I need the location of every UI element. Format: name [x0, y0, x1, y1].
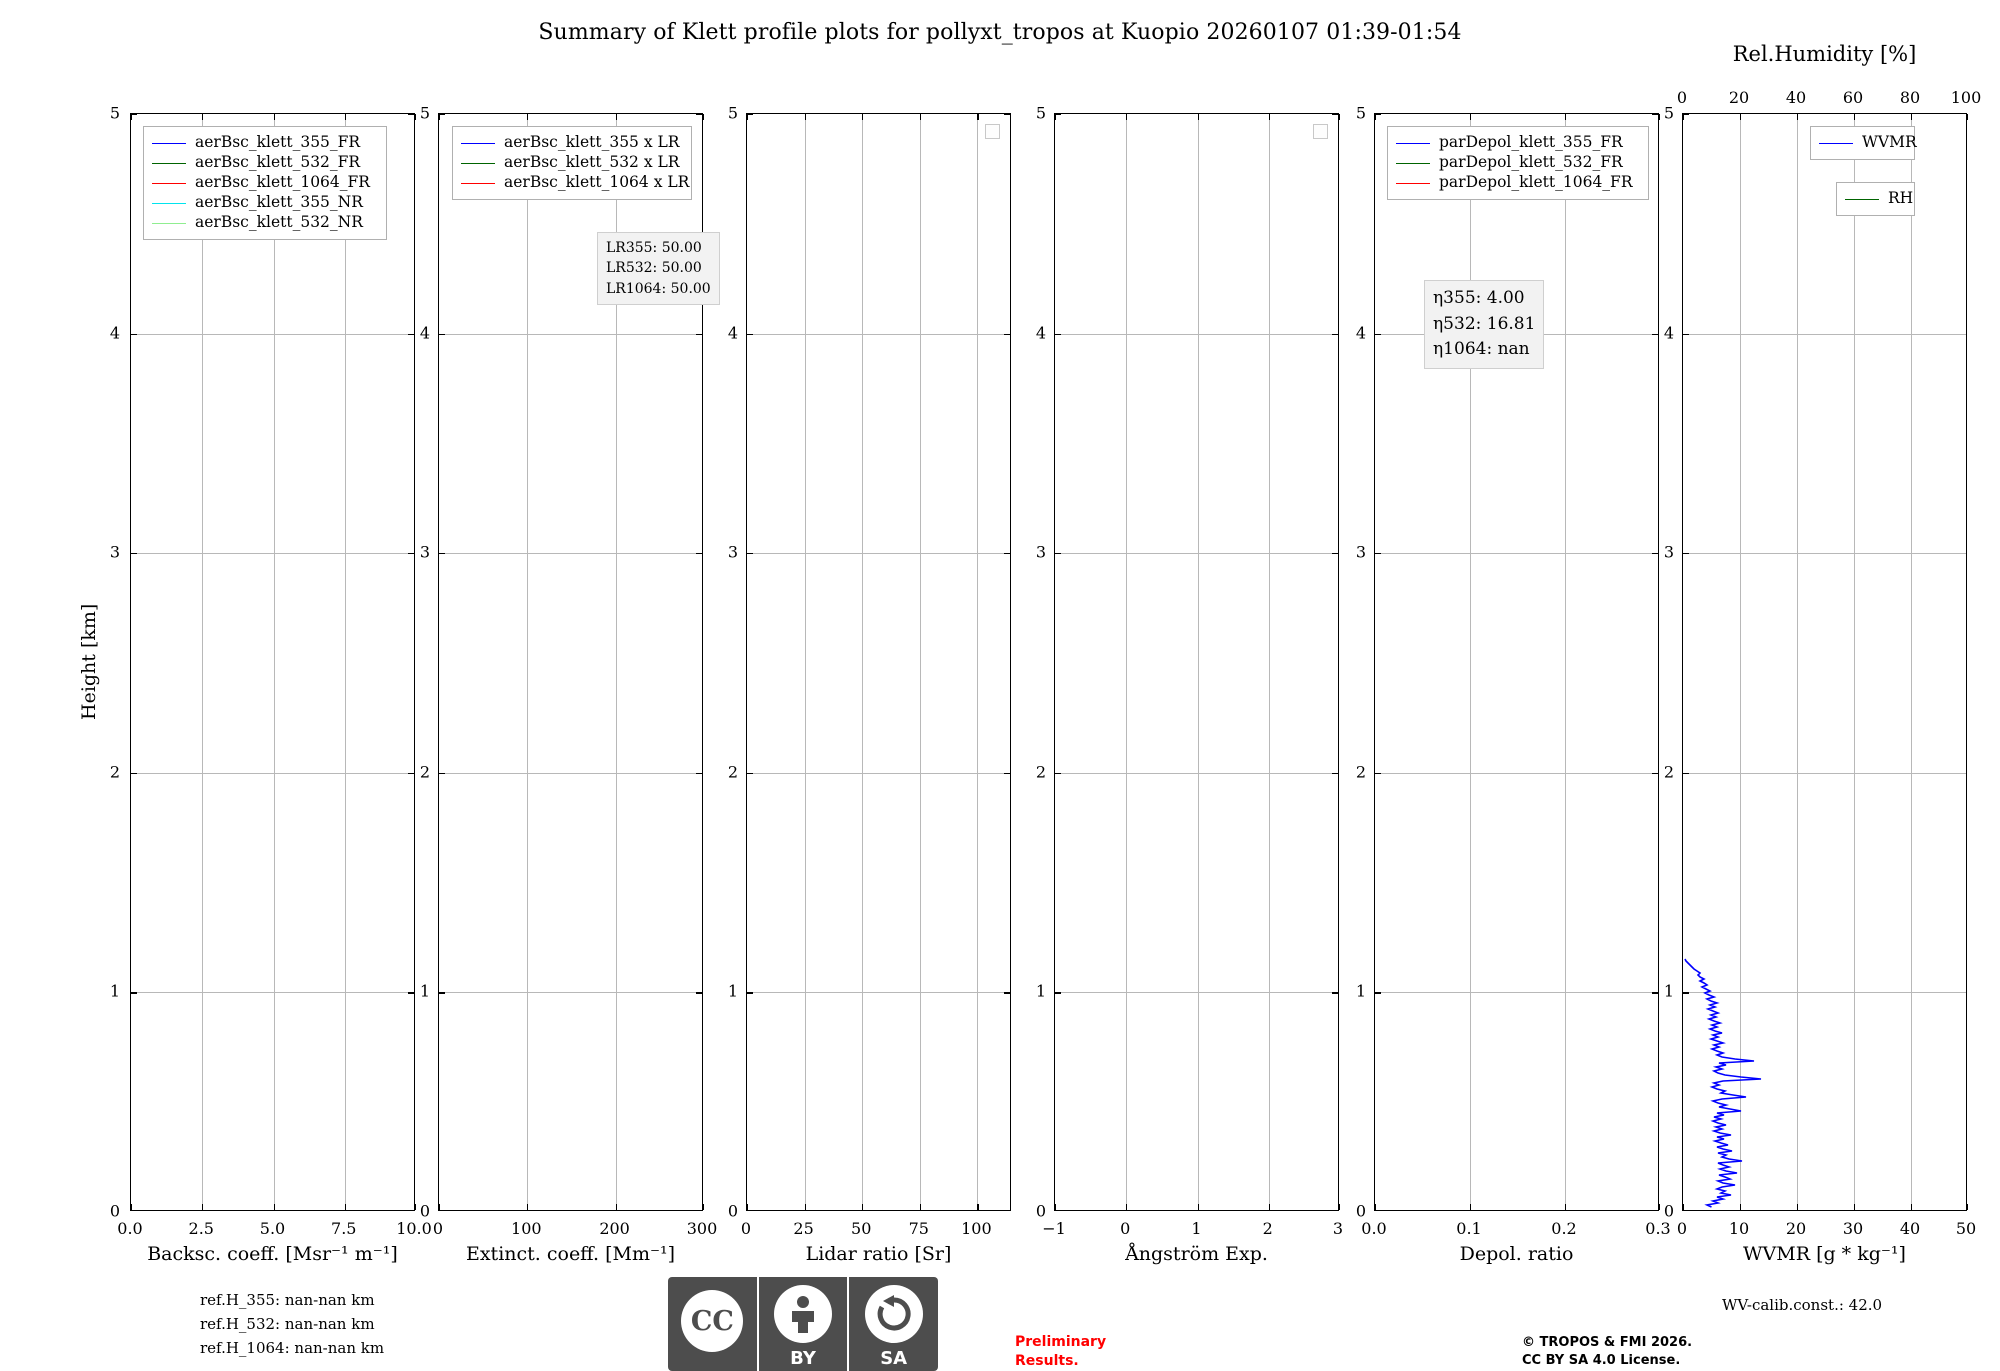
person-glyph [786, 1294, 820, 1334]
y-tick-label: 1 [1663, 981, 1674, 1001]
gridline-h [131, 773, 414, 774]
legend-item[interactable] [152, 133, 378, 153]
x-axis-label-backscatter: Backsc. coeff. [Msr⁻¹ m⁻¹] [147, 1243, 398, 1265]
gridline-h [1055, 773, 1338, 774]
gridline-v [977, 114, 978, 1210]
top-tick-label: 20 [1728, 88, 1750, 107]
legend-label: aerBsc_klett_355 x LR [504, 133, 680, 152]
x-tick-label: 40 [1899, 1219, 1921, 1238]
gridline-h [1055, 553, 1338, 554]
y-tick-label: 4 [109, 323, 120, 343]
legend-item[interactable] [1819, 133, 1917, 153]
legend-color-swatch [152, 143, 186, 144]
y-tick-label: 4 [1663, 323, 1674, 343]
x-tick-label: 50 [1955, 1219, 1977, 1238]
y-tick-label: 2 [1663, 762, 1674, 782]
copyright-line-2: CC BY SA 4.0 License. [1522, 1353, 1681, 1369]
eta-1064-text: η1064: nan [1433, 339, 1530, 359]
preliminary-line-1: Preliminary [1015, 1334, 1107, 1350]
cc-logo-left-block [668, 1277, 757, 1371]
legend-label: aerBsc_klett_1064 x LR [504, 173, 690, 192]
legend-color-swatch [1396, 163, 1430, 164]
gridline-h [439, 992, 702, 993]
y-tick-label: 4 [419, 323, 430, 343]
cc-icon-label: CC [690, 1305, 734, 1337]
legend-color-swatch [461, 163, 495, 164]
legend-label: parDepol_klett_532_FR [1439, 153, 1623, 172]
y-tick-label: 2 [727, 762, 738, 782]
x-tick-label: 10 [1728, 1219, 1750, 1238]
eta-355-text: η355: 4.00 [1433, 288, 1525, 308]
x-axis-label-extinction: Extinct. coeff. [Mm⁻¹] [465, 1243, 676, 1265]
legend-color-swatch [152, 163, 186, 164]
ref-h-355-text: ref.H_355: nan-nan km [200, 1291, 375, 1309]
y-tick-label: 3 [1355, 542, 1366, 562]
x-tick-label: 300 [686, 1219, 718, 1238]
x-tick-label: 5.0 [259, 1219, 286, 1238]
x-tick-label: 3 [1332, 1219, 1344, 1238]
y-tick-label: 4 [1355, 323, 1366, 343]
empty-legend-box [1313, 124, 1328, 139]
x-axis-label-angstrom: Ångström Exp. [1125, 1243, 1268, 1265]
y-tick-label: 2 [109, 762, 120, 782]
y-tick-label: 1 [109, 981, 120, 1001]
x-tick-label: 0 [1676, 1219, 1688, 1238]
copyright-line-1: © TROPOS & FMI 2026. [1522, 1335, 1693, 1350]
legend-item[interactable] [1396, 153, 1640, 173]
gridline-v [805, 114, 806, 1210]
y-tick-label: 1 [1355, 981, 1366, 1001]
figure-title: Summary of Klett profile plots for pollyxt_tropos at Kuopio 20260107 01:39-01:54 [538, 20, 1462, 45]
x-tick-label: 2.5 [188, 1219, 214, 1238]
legend-item[interactable] [152, 213, 378, 233]
legend-item[interactable] [1396, 173, 1640, 193]
y-axis-label: Height [km] [78, 603, 100, 720]
lidar-ratio-annotation [597, 232, 720, 305]
gridline-v [1126, 114, 1127, 1210]
x-tick-label: 2 [1262, 1219, 1273, 1238]
reference-heights-box [200, 1288, 384, 1360]
x-tick-label: 25 [793, 1219, 814, 1238]
wvmr-trace [1683, 114, 1968, 1212]
y-tick-label: 0 [1355, 1201, 1366, 1221]
y-tick-label: 4 [727, 323, 738, 343]
y-tick-label: 5 [727, 103, 738, 123]
gridline-h [1375, 992, 1658, 993]
top-tick-label: 100 [1950, 88, 1982, 107]
gridline-v [345, 114, 346, 1210]
legend-color-swatch [152, 223, 186, 224]
gridline-v [1269, 114, 1270, 1210]
cc-sa-label: SA [880, 1348, 908, 1369]
y-tick-label: 1 [419, 981, 430, 1001]
gridline-v [274, 114, 275, 1210]
legend-item[interactable] [461, 133, 683, 153]
legend-item[interactable] [461, 153, 683, 173]
legend-label: RH [1888, 189, 1914, 208]
y-tick-label: 3 [1663, 542, 1674, 562]
gridline-v [1470, 114, 1471, 1210]
x-tick-label: 50 [851, 1219, 872, 1238]
y-tick-label: 4 [1035, 323, 1046, 343]
x-tick-label: 0 [432, 1219, 444, 1238]
top-tick-label: 0 [1676, 88, 1688, 107]
legend-item[interactable] [152, 153, 378, 173]
gridline-h [131, 334, 414, 335]
legend-label: parDepol_klett_355_FR [1439, 133, 1623, 152]
legend-color-swatch [1845, 199, 1879, 200]
gridline-v [202, 114, 203, 1210]
legend-color-swatch [1396, 183, 1430, 184]
legend-label: parDepol_klett_1064_FR [1439, 173, 1633, 192]
y-tick-label: 5 [109, 103, 120, 123]
legend-label: aerBsc_klett_355_NR [195, 193, 363, 212]
legend-label: aerBsc_klett_532_NR [195, 213, 363, 232]
x-tick-label: 0.3 [1645, 1219, 1671, 1238]
copyright-note [1522, 1334, 1692, 1370]
y-tick-label: 1 [727, 981, 738, 1001]
top-tick-label: 80 [1899, 88, 1921, 107]
person-icon [774, 1285, 832, 1343]
x-tick-label: 7.5 [331, 1219, 357, 1238]
eta-532-text: η532: 16.81 [1433, 313, 1536, 334]
gridline-v [862, 114, 863, 1210]
y-tick-label: 2 [1355, 762, 1366, 782]
gridline-h [747, 553, 1010, 554]
x-axis-label-depol: Depol. ratio [1459, 1243, 1574, 1265]
x-tick-label: 0.1 [1456, 1219, 1482, 1238]
share-alike-glyph [875, 1295, 913, 1333]
cc-logo-sa-block [847, 1277, 938, 1371]
legend-label: WVMR [1862, 133, 1917, 152]
x-tick-label: 75 [908, 1219, 929, 1238]
legend-item[interactable] [461, 173, 690, 193]
x-axis-label-lidar-ratio: Lidar ratio [Sr] [805, 1243, 952, 1265]
legend-rh[interactable] [1836, 182, 1915, 216]
gridline-h [747, 773, 1010, 774]
y-tick-label: 3 [1035, 542, 1046, 562]
x-tick-label: 0 [740, 1219, 752, 1238]
gridline-h [131, 553, 414, 554]
gridline-v [527, 114, 528, 1210]
cc-logo-by-block [757, 1277, 848, 1371]
legend-label: aerBsc_klett_355_FR [195, 133, 361, 152]
gridline-v [920, 114, 921, 1210]
legend-item[interactable] [1396, 133, 1640, 153]
legend-extinction[interactable] [452, 126, 692, 200]
legend-color-swatch [461, 143, 495, 144]
gridline-h [131, 992, 414, 993]
gridline-v [1198, 114, 1199, 1210]
legend-color-swatch [1819, 143, 1853, 144]
lr-532-text: LR532: 50.00 [606, 260, 702, 277]
y-tick-label: 0 [1035, 1201, 1046, 1221]
legend-color-swatch [1396, 143, 1430, 144]
lr-355-text: LR355: 50.00 [606, 240, 702, 256]
legend-label: aerBsc_klett_1064_FR [195, 173, 370, 192]
y-tick-label: 2 [419, 762, 430, 782]
x-tick-label: 0.2 [1551, 1219, 1577, 1238]
x-tick-label: 0.0 [117, 1219, 143, 1238]
y-tick-label: 5 [1035, 103, 1046, 123]
legend-color-swatch [152, 203, 186, 204]
y-tick-label: 3 [727, 542, 738, 562]
ref-h-532-text: ref.H_532: nan-nan km [200, 1315, 375, 1333]
y-tick-label: 0 [727, 1201, 738, 1221]
gridline-h [439, 334, 702, 335]
wv-calibration-constant: WV-calib.const.: 42.0 [1722, 1296, 1883, 1314]
legend-wvmr[interactable] [1810, 126, 1915, 160]
empty-legend-box [985, 124, 1000, 139]
top-tick-label: 40 [1785, 88, 1807, 107]
gridline-h [1055, 992, 1338, 993]
x-tick-label: 10.0 [396, 1219, 432, 1238]
legend-label: aerBsc_klett_532 x LR [504, 153, 680, 172]
gridline-h [439, 773, 702, 774]
legend-item[interactable] [1845, 189, 1914, 209]
x-axis-label-wvmr: WVMR [g * kg⁻¹] [1743, 1243, 1906, 1265]
preliminary-results-note [1015, 1333, 1106, 1371]
x-tick-label: 100 [961, 1219, 992, 1238]
y-tick-label: 1 [1035, 981, 1046, 1001]
gridline-h [439, 553, 702, 554]
legend-item[interactable] [152, 193, 378, 213]
y-tick-label: 5 [1355, 103, 1366, 123]
y-tick-label: 0 [419, 1201, 430, 1221]
y-tick-label: 5 [1663, 103, 1674, 123]
panel-angstrom [1054, 113, 1339, 1211]
gridline-h [747, 334, 1010, 335]
cc-license-logo [668, 1277, 938, 1371]
x-tick-label: 20 [1785, 1219, 1807, 1238]
x-tick-label: −1 [1042, 1219, 1066, 1238]
y-tick-label: 3 [109, 542, 120, 562]
legend-label: aerBsc_klett_532_FR [195, 153, 361, 172]
preliminary-line-2: Results. [1015, 1352, 1079, 1369]
gridline-h [1375, 553, 1658, 554]
x-tick-label: 30 [1842, 1219, 1864, 1238]
y-tick-label: 0 [109, 1201, 120, 1221]
panel-lidar-ratio [746, 113, 1011, 1211]
x-tick-label: 100 [511, 1219, 542, 1238]
top-tick-label: 60 [1842, 88, 1864, 107]
panel-backscatter [130, 113, 415, 1211]
share-alike-icon [865, 1285, 923, 1343]
x-tick-label: 0 [1120, 1219, 1131, 1238]
ref-h-1064-text: ref.H_1064: nan-nan km [200, 1339, 385, 1357]
gridline-h [1055, 334, 1338, 335]
legend-color-swatch [461, 183, 495, 184]
y-tick-label: 3 [419, 542, 430, 562]
x-tick-label: 1 [1191, 1219, 1202, 1238]
legend-color-swatch [152, 183, 186, 184]
x-tick-label: 200 [599, 1219, 630, 1238]
panel-depolarization [1374, 113, 1659, 1211]
y-tick-label: 0 [1663, 1201, 1674, 1221]
legend-backscatter[interactable] [143, 126, 387, 240]
legend-depolarization[interactable] [1387, 126, 1649, 200]
eta-annotation [1424, 280, 1544, 369]
gridline-v [1565, 114, 1566, 1210]
y-tick-label: 2 [1035, 762, 1046, 782]
top-axis-label-rh: Rel.Humidity [%] [1732, 42, 1917, 66]
y-tick-label: 5 [419, 103, 430, 123]
lr-1064-text: LR1064: 50.00 [606, 280, 711, 297]
legend-item[interactable] [152, 173, 378, 193]
gridline-h [1375, 773, 1658, 774]
x-tick-label: 0.0 [1361, 1219, 1387, 1238]
cc-by-label: BY [790, 1348, 816, 1369]
panel-wvmr-rh [1682, 113, 1967, 1211]
gridline-h [747, 992, 1010, 993]
cc-icon [681, 1290, 743, 1352]
